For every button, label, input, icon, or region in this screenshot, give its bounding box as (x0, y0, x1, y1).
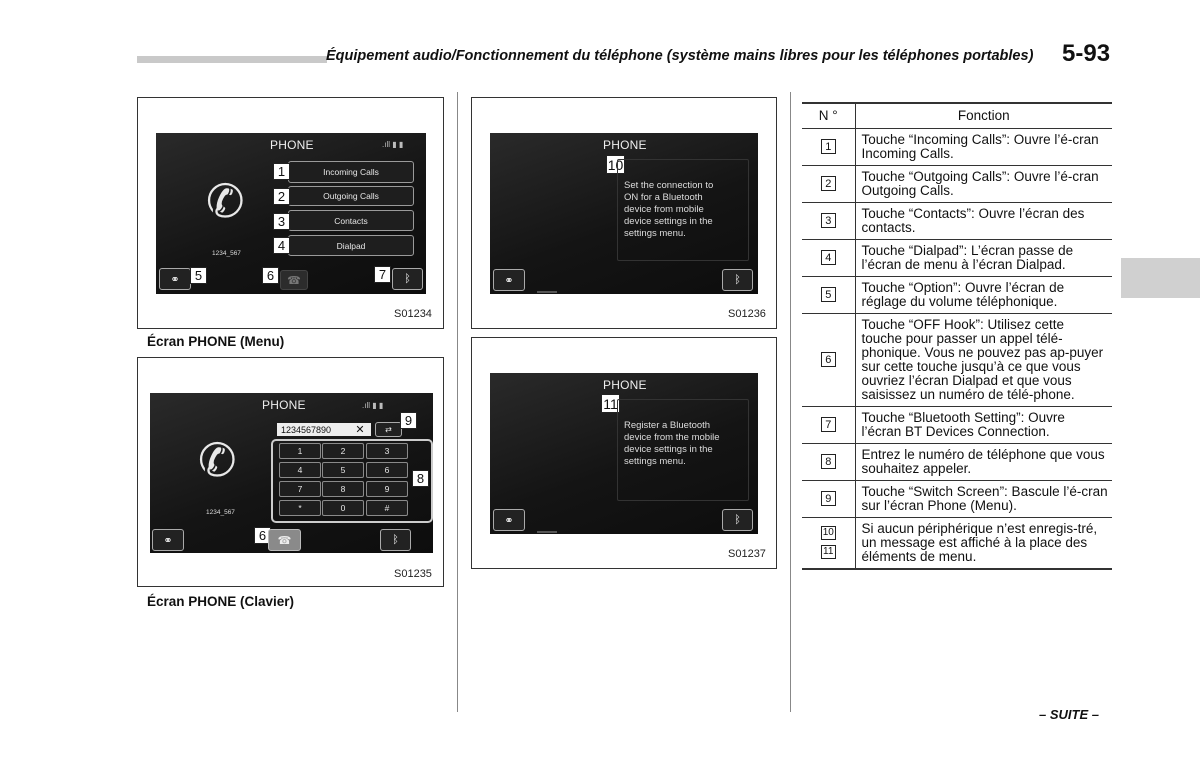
table-row (802, 276, 1112, 313)
figure-phone-register (471, 337, 777, 569)
item-number: 1 (821, 139, 836, 154)
callout-label: 7 (374, 266, 391, 283)
table-row (802, 165, 1112, 202)
figure-caption: Écran PHONE (Clavier) (147, 594, 295, 609)
bluetooth-icon: ᛒ (392, 534, 399, 546)
keypad-key[interactable]: * (279, 500, 321, 516)
bluetooth-icon: ᛒ (404, 273, 411, 285)
callout-label: 9 (400, 412, 417, 429)
figure-phone-keypad (137, 357, 444, 587)
table-row (802, 128, 1112, 165)
phone-number: 1234_567 (212, 250, 241, 257)
signal-battery-icon: .ıll ▮ ▮ (362, 401, 384, 410)
handset-icon: ☎ (287, 274, 301, 287)
delete-icon: ✕ (355, 424, 365, 436)
bluetooth-setting-button[interactable] (380, 529, 411, 551)
item-number: 7 (821, 417, 836, 432)
column-divider (457, 92, 458, 712)
item-description: Touche “Bluetooth Setting”: Ouvre l’écran BT Devices Connection. (855, 406, 1112, 443)
item-number: 8 (821, 454, 836, 469)
off-hook-button[interactable] (280, 270, 308, 290)
phone-menu-screen (156, 133, 426, 294)
connection-message: Set the connection to ON for a Bluetooth device from mobile device settings in the settings menu. (624, 180, 714, 239)
callout-label: 4 (273, 237, 290, 254)
keypad-key[interactable]: 6 (366, 462, 408, 478)
phone-handset-icon: ✆ (198, 434, 237, 486)
phone-keypad-screen (150, 393, 433, 553)
screen-title: PHONE (603, 378, 647, 392)
link-icon: ⚭ (163, 534, 173, 547)
bluetooth-icon: ᛒ (734, 514, 741, 526)
keypad-key[interactable]: 5 (322, 462, 364, 478)
callout-label: 2 (273, 188, 290, 205)
keypad-key[interactable]: 3 (366, 443, 408, 459)
item-description: Touche “Contacts”: Ouvre l’écran des contacts. (855, 202, 1112, 239)
option-button[interactable] (152, 529, 184, 551)
keypad-key[interactable]: 9 (366, 481, 408, 497)
screen-title: PHONE (270, 138, 314, 152)
bluetooth-icon: ᛒ (734, 274, 741, 286)
link-icon: ⚭ (170, 273, 180, 286)
dial-number-display[interactable]: 1234567890 (277, 423, 349, 436)
callout-label: 3 (273, 213, 290, 230)
chapter-tab (1121, 258, 1200, 298)
figure-code: S01237 (728, 548, 766, 560)
bluetooth-setting-button[interactable] (722, 269, 753, 291)
item-number: 5 (821, 287, 836, 302)
contacts-button[interactable]: Contacts (288, 210, 414, 231)
item-description: Touche “Outgoing Calls”: Ouvre l’é-cran Outgoing Calls. (855, 165, 1112, 202)
table-row (802, 202, 1112, 239)
keypad-key[interactable]: 2 (322, 443, 364, 459)
keypad-key[interactable]: 8 (322, 481, 364, 497)
incoming-calls-button[interactable]: Incoming Calls (288, 161, 414, 183)
dialpad-button[interactable]: Dialpad (288, 235, 414, 256)
link-icon: ⚭ (504, 514, 514, 527)
figure-code: S01235 (394, 568, 432, 580)
figure-code: S01236 (728, 308, 766, 320)
item-number: 10 (822, 527, 834, 538)
header-rule (137, 56, 327, 63)
figure-caption: Écran PHONE (Menu) (147, 334, 285, 349)
option-button[interactable] (493, 509, 525, 531)
keypad-key[interactable]: 1 (279, 443, 321, 459)
link-icon: ⚭ (504, 274, 514, 287)
function-table (802, 102, 1112, 570)
page-indicator (537, 531, 557, 533)
callout-label: 10 (607, 156, 624, 173)
screen-title: PHONE (262, 398, 306, 412)
table-row (802, 406, 1112, 443)
callout-label: 5 (190, 267, 207, 284)
item-description: Touche “Option”: Ouvre l’écran de réglage du volume téléphonique. (855, 276, 1112, 313)
column-header-number: N ° (802, 103, 855, 128)
column-divider (790, 92, 791, 712)
keypad-key[interactable]: 7 (279, 481, 321, 497)
item-description: Touche “Switch Screen”: Bascule l’é-cran sur l’écran Phone (Menu). (855, 480, 1112, 517)
keypad-key[interactable]: # (366, 500, 408, 516)
table-row (802, 517, 1112, 569)
bluetooth-setting-button[interactable] (392, 268, 423, 290)
item-number: 9 (821, 491, 836, 506)
item-description: Entrez le numéro de téléphone que vous souhaitez appeler. (855, 443, 1112, 480)
switch-screen-icon: ⇄ (385, 425, 392, 434)
callout-label: 11 (601, 394, 620, 413)
option-button[interactable] (493, 269, 525, 291)
keypad-key[interactable]: 4 (279, 462, 321, 478)
phone-number: 1234_567 (206, 509, 235, 516)
page-indicator (537, 291, 557, 293)
table-row (802, 443, 1112, 480)
figure-code: S01234 (394, 308, 432, 320)
table-row (802, 313, 1112, 406)
page-number: 5-93 (1062, 40, 1111, 67)
table-row (802, 480, 1112, 517)
callout-label: 1 (273, 163, 290, 180)
page-header-title: Équipement audio/Fonctionnement du téléphone (système mains libres pour les téléphones portables) (326, 48, 1034, 64)
column-header-function: Fonction (855, 103, 1112, 128)
backspace-button[interactable] (349, 423, 371, 436)
item-number: 4 (821, 250, 836, 265)
item-description: Touche “Dialpad”: L’écran passe de l’écran de menu à l’écran Dialpad. (855, 239, 1112, 276)
callout-label: 8 (412, 470, 429, 487)
item-number: 11 (821, 545, 836, 559)
figure-phone-menu (137, 97, 444, 329)
callout-label: 6 (254, 527, 271, 544)
handset-icon: ☎ (277, 534, 292, 547)
off-hook-button[interactable] (268, 529, 301, 551)
item-description: Touche “Incoming Calls”: Ouvre l’é-cran Incoming Calls. (855, 128, 1112, 165)
option-button[interactable] (159, 268, 191, 290)
phone-handset-icon: ✆ (206, 175, 245, 227)
keypad-key[interactable]: 0 (322, 500, 364, 516)
item-description: Si aucun périphérique n’est enregis-tré, un message est affiché à la place des éléments de menu. (855, 517, 1112, 569)
item-number: 2 (821, 176, 836, 191)
item-description: Touche “OFF Hook”: Utilisez cette touche pour passer un appel télé-phonique. Vous ne pouvez pas ap-puyer sur cette touche jusqu’à ce que vous ouvriez l’écran Dialpad et que vous saisissez un numéro de télé-phone. (855, 313, 1112, 406)
figure-phone-connect (471, 97, 777, 329)
item-number: 6 (821, 352, 836, 367)
phone-register-screen (490, 373, 758, 534)
phone-connect-screen (490, 133, 758, 294)
signal-battery-icon: .ıll ▮ ▮ (382, 140, 404, 149)
table-row (802, 239, 1112, 276)
continued-indicator: – SUITE – (1039, 707, 1099, 722)
bluetooth-setting-button[interactable] (722, 509, 753, 531)
switch-screen-button[interactable] (375, 422, 402, 437)
register-message: Register a Bluetooth device from the mobile device settings in the settings menu. (624, 420, 720, 467)
callout-label: 6 (262, 267, 279, 284)
item-number: 3 (821, 213, 836, 228)
screen-title: PHONE (603, 138, 647, 152)
outgoing-calls-button[interactable]: Outgoing Calls (288, 186, 414, 206)
